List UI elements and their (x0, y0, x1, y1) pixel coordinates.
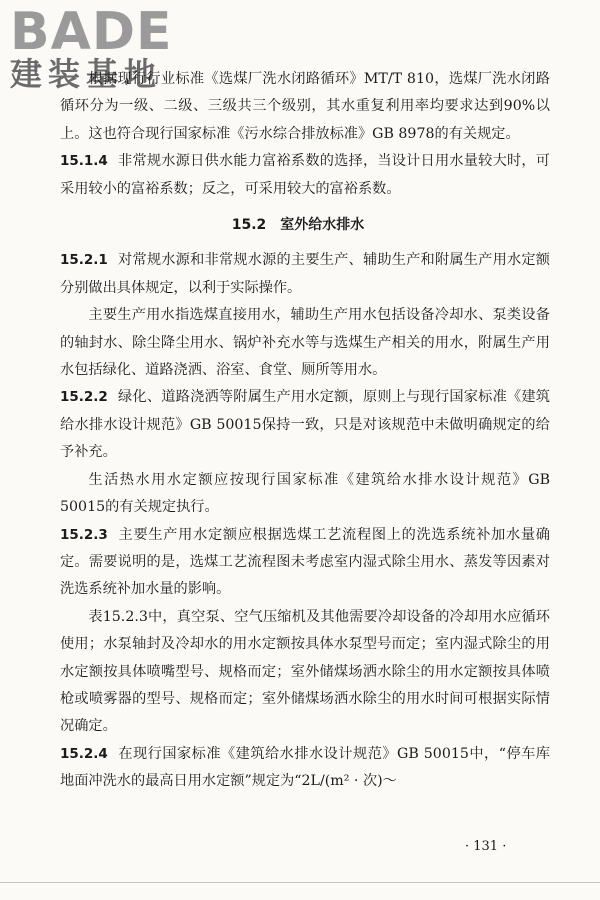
clause-number: 15.2.2 (60, 389, 108, 406)
clause-number: 15.1.4 (60, 153, 108, 170)
clause-15-2-1 (60, 247, 550, 302)
clause-text: 主要生产用水定额应根据选煤工艺流程图上的洗选系统补加水量确定。需要说明的是，选煤工艺流程图未考虑室内湿式除尘用水、蒸发等因素对洗选系统补加水量的影响。 (60, 526, 550, 598)
section-heading (60, 212, 550, 239)
logo-subtitle: 建装基地 (10, 55, 163, 93)
page-number: · 131 · (465, 839, 507, 854)
clause-text: 在现行国家标准《建筑给水排水设计规范》GB 50015中，“停车库地面冲洗水的最高日用水定额”规定为“2L/(m² · 次)～ (60, 745, 550, 790)
clause-text: 绿化、道路浇洒等附属生产用水定额，原则上与现行国家标准《建筑给水排水设计规范》GB 50015保持一致，只是对该规范中未做明确规定的给予补充。 (60, 389, 550, 461)
paragraph: 表15.2.3中，真空泵、空气压缩机及其他需要冷却设备的冷却用水应循环使用；水泵轴封及冷却水的用水定额按具体水泵型号而定；室内湿式除尘的用水定额按具体喷嘴型号、规格而定；室外储煤场洒水除尘的用水定额按具体喷枪或喷雾器的型号、规格而定；室外储煤场洒水除尘的用水时间可根据实际情况确定。 (60, 608, 550, 735)
paragraph: 生活热水用水定额应按现行国家标准《建筑给水排水设计规范》GB 50015的有关规定执行。 (60, 471, 550, 516)
clause-15-1-4 (60, 148, 550, 203)
paragraph: 根据现行行业标准《选煤厂洗水闭路循环》MT/T 810，选煤厂洗水闭路循环分为一级、二级、三级共三个级别，其水重复利用率均要求达到90%以上。这也符合现行国家标准《污水综合排放标准》GB 8978的有关规定。 (60, 71, 550, 142)
clause-text: 非常规水源日供水能力富裕系数的选择，当设计日用水量较大时，可采用较小的富裕系数；反之，可采用较大的富裕系数。 (60, 153, 550, 197)
clause-number: 15.2.4 (60, 745, 108, 762)
clause-15-2-2 (60, 384, 550, 466)
section-number: 15.2 (231, 217, 267, 234)
clause-15-2-4 (60, 741, 550, 796)
section-title: 室外给水排水 (280, 217, 365, 234)
clause-15-2-3 (60, 522, 550, 604)
page-bottom-divider (0, 882, 600, 883)
clause-number: 15.2.3 (60, 526, 108, 543)
clause-text: 对常规水源和非常规水源的主要生产、辅助生产和附属生产用水定额分别做出具体规定，以利于实际操作。 (60, 252, 550, 296)
document-body (60, 66, 550, 796)
paragraph: 主要生产用水指选煤直接用水，辅助生产用水包括设备冷却水、泵类设备的轴封水、除尘降尘用水、锅炉补充水等与选煤生产相关的用水，附属生产用水包括绿化、道路浇洒、浴室、食堂、厕所等用水。 (60, 307, 550, 379)
logo-wordmark: BADE (10, 2, 173, 62)
clause-number: 15.2.1 (60, 252, 108, 269)
